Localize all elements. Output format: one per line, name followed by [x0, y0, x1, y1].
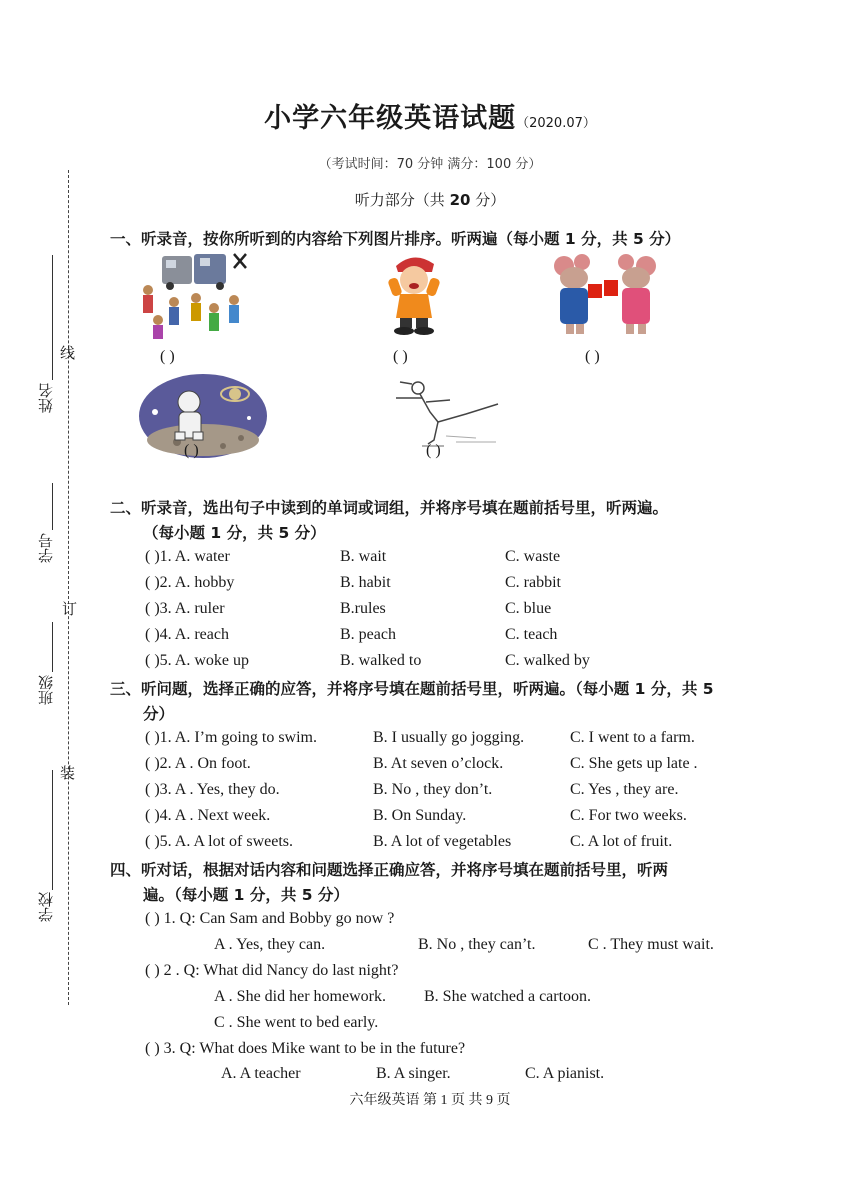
listening-points: 20: [449, 191, 471, 209]
binding-char-line: 线: [60, 344, 76, 362]
s2-q3-a[interactable]: ( )3. A. ruler: [145, 600, 225, 617]
section4-heading-line1: 四、听对话，根据对话内容和问题选择正确应答，并将序号填在题前括号里，听两: [110, 861, 669, 879]
s2-q3-c: C. blue: [505, 600, 552, 617]
s3-q5-a[interactable]: ( )5. A. A lot of sweets.: [145, 833, 293, 850]
binding-dashed-line: [68, 170, 69, 1005]
s4-q3-question[interactable]: ( ) 3. Q: What does Mike want to be in the future?: [145, 1040, 466, 1057]
s4-q3-b: B. A singer.: [376, 1065, 451, 1082]
answer-slot-1[interactable]: ( ): [160, 348, 175, 365]
listening-post: 分）: [470, 191, 506, 209]
s2-q1-b: B. wait: [340, 548, 387, 565]
s2-q5-a[interactable]: ( )5. A. woke up: [145, 652, 249, 669]
mice-with-red-packets-icon: [542, 250, 666, 338]
answer-slot-2[interactable]: ( ): [393, 348, 408, 365]
class-label: 班级: [37, 675, 55, 705]
section4-heading-line2: 遍。（每小题 1 分，共 5 分）: [143, 886, 349, 904]
exam-info: （考试时间：70 分钟 满分：100 分）: [318, 157, 542, 172]
s4-q2-question[interactable]: ( ) 2 . Q: What did Nancy do last night?: [145, 962, 399, 979]
s4-q2-b: B. She watched a cartoon.: [424, 988, 592, 1005]
s3-q4-c: C. For two weeks.: [570, 807, 687, 824]
crossing-street-icon: [134, 250, 254, 342]
binding-char-zhuang: 装: [60, 764, 76, 782]
page-title: [0, 96, 860, 135]
binding-char-ding: 订: [62, 600, 78, 618]
s2-q5-c: C. walked by: [505, 652, 590, 669]
s3-q1-a[interactable]: ( )1. A. I’m going to swim.: [145, 729, 317, 746]
answer-slot-4[interactable]: ( ): [184, 442, 199, 459]
name-label: 姓名: [37, 383, 55, 413]
student-number-blank[interactable]: [52, 483, 53, 530]
answer-slot-5[interactable]: ( ): [426, 442, 441, 459]
s2-q4-b: B. peach: [340, 626, 396, 643]
s3-q5-c: C. A lot of fruit.: [570, 833, 673, 850]
s3-q2-a[interactable]: ( )2. A . On foot.: [145, 755, 251, 772]
section2-heading-line2: （每小题 1 分，共 5 分）: [143, 524, 326, 542]
s2-q2-c: C. rabbit: [505, 574, 561, 591]
s4-q3-a: A. A teacher: [221, 1065, 301, 1082]
listening-pre: 听力部分（共: [354, 191, 450, 209]
s3-q3-b: B. No , they don’t.: [373, 781, 493, 798]
s4-q3-c: C. A pianist.: [525, 1065, 605, 1082]
name-blank[interactable]: [52, 255, 53, 380]
crying-boy-icon: [378, 252, 450, 336]
s4-q1-question[interactable]: ( ) 1. Q: Can Sam and Bobby go now ?: [145, 910, 395, 927]
section2-heading-line1: 二、听录音，选出句子中读到的单词或词组，并将序号填在题前括号里，听两遍。: [110, 499, 669, 517]
s2-q2-b: B. habit: [340, 574, 391, 591]
class-blank[interactable]: [52, 622, 53, 672]
s2-q2-a[interactable]: ( )2. A. hobby: [145, 574, 235, 591]
answer-slot-3[interactable]: ( ): [585, 348, 600, 365]
s2-q1-a[interactable]: ( )1. A. water: [145, 548, 230, 565]
ice-skater-icon: [386, 378, 510, 454]
s3-q4-b: B. On Sunday.: [373, 807, 467, 824]
s2-q4-c: C. teach: [505, 626, 558, 643]
s3-q2-c: C. She gets up late .: [570, 755, 698, 772]
page-footer: 六年级英语 第 1 页 共 9 页: [349, 1093, 511, 1108]
s2-q1-c: C. waste: [505, 548, 561, 565]
astronaut-on-moon-icon: [137, 372, 269, 460]
s3-q3-c: C. Yes , they are.: [570, 781, 679, 798]
section3-heading-line1: 三、听问题，选择正确的应答，并将序号填在题前括号里，听两遍。（每小题 1 分，共 5: [110, 680, 714, 698]
s3-q1-b: B. I usually go jogging.: [373, 729, 525, 746]
s2-q3-b: B.rules: [340, 600, 386, 617]
s3-q2-b: B. At seven o’clock.: [373, 755, 504, 772]
s4-q1-a: A . Yes, they can.: [214, 936, 326, 953]
s3-q3-a[interactable]: ( )3. A . Yes, they do.: [145, 781, 280, 798]
s4-q2-a: A . She did her homework.: [214, 988, 386, 1005]
school-label: 学校: [37, 892, 55, 922]
s2-q4-a[interactable]: ( )4. A. reach: [145, 626, 229, 643]
section1-heading: 一、听录音，按你所听到的内容给下列图片排序。听两遍（每小题 1 分，共 5 分）: [110, 230, 681, 248]
title-year: （2020.07）: [516, 116, 596, 131]
s4-q1-c: C . They must wait.: [588, 936, 714, 953]
title-main: 小学六年级英语试题: [264, 103, 517, 134]
s3-q4-a[interactable]: ( )4. A . Next week.: [145, 807, 271, 824]
school-blank[interactable]: [52, 770, 53, 890]
s3-q1-c: C. I went to a farm.: [570, 729, 695, 746]
s3-q5-b: B. A lot of vegetables: [373, 833, 512, 850]
s4-q2-c: C . She went to bed early.: [214, 1014, 379, 1031]
section3-heading-line2: 分）: [143, 705, 175, 723]
student-number-label: 学号: [37, 533, 55, 563]
s2-q5-b: B. walked to: [340, 652, 422, 669]
s4-q1-b: B. No , they can’t.: [418, 936, 536, 953]
listening-header: [0, 189, 860, 210]
